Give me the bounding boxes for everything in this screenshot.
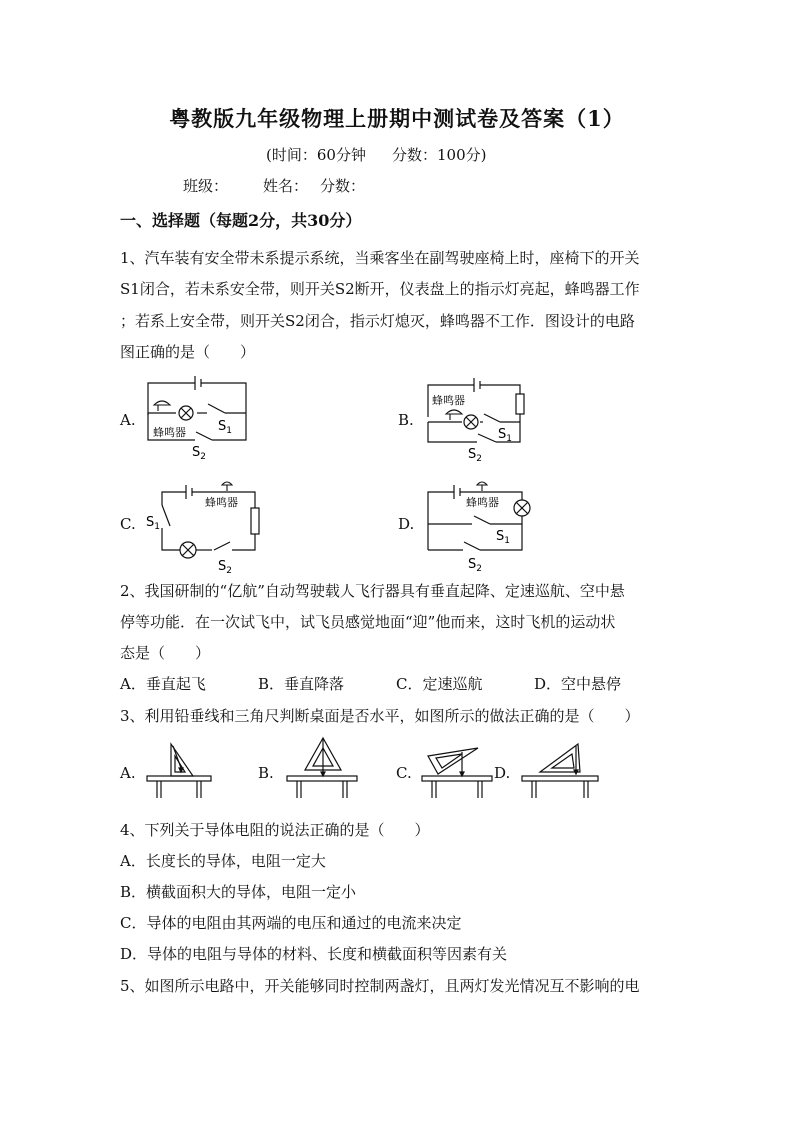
q2-line: 2、我国研制的“亿航”自动驾驶载人飞行器具有垂直起降、定速巡航、空中悬 bbox=[120, 582, 625, 600]
buzzer-label: 蜂鸣器 bbox=[153, 426, 186, 439]
s1-label: $S_1$ bbox=[498, 427, 512, 444]
s1-label: $S_1$ bbox=[218, 419, 232, 436]
name-label: 姓名： bbox=[263, 177, 309, 195]
circuit-diagram-b bbox=[420, 372, 540, 467]
page-title: 粤教版九年级物理上册期中测试卷及答案（1） bbox=[169, 106, 625, 131]
q2-option-d: D．空中悬停 bbox=[534, 675, 622, 693]
exam-total-score: 分数：100分) bbox=[392, 146, 487, 164]
q1-option-b-label: B. bbox=[398, 411, 414, 429]
s1-label: $S_1$ bbox=[146, 515, 160, 532]
score-label: 分数： bbox=[320, 177, 366, 195]
lamp-icon bbox=[180, 542, 196, 558]
q1-option-c-label: C. bbox=[120, 515, 136, 533]
buzzer-label: 蜂鸣器 bbox=[205, 496, 238, 509]
q1-line: ；若系上安全带，则开关S2闭合，指示灯熄灭，蜂鸣器不工作．图设计的电路 bbox=[120, 312, 635, 330]
q1-line: 1、汽车装有安全带未系提示系统，当乘客坐在副驾驶座椅上时，座椅下的开关 bbox=[120, 249, 640, 267]
circuit-diagram-a bbox=[140, 370, 260, 465]
circuit-diagram-d bbox=[420, 478, 540, 576]
s2-label: $S_2$ bbox=[192, 445, 206, 462]
s1-label: $S_1$ bbox=[496, 529, 510, 546]
q2-option-c: C．定速巡航 bbox=[396, 675, 483, 693]
q1-line: S1闭合，若未系安全带，则开关S2断开，仪表盘上的指示灯亮起，蜂鸣器工作 bbox=[120, 280, 640, 298]
q1-option-d-label: D. bbox=[398, 515, 415, 533]
q2-option-b: B．垂直降落 bbox=[258, 675, 345, 693]
s2-label: $S_2$ bbox=[468, 447, 482, 464]
level-diagram-b bbox=[285, 736, 360, 802]
circuit-diagram-c bbox=[140, 478, 270, 576]
s2-label: $S_2$ bbox=[468, 557, 482, 574]
buzzer-label: 蜂鸣器 bbox=[466, 496, 499, 509]
buzzer-icon bbox=[222, 482, 232, 491]
q3-option-b-label: B. bbox=[258, 764, 274, 782]
q5-line: 5、如图所示电路中，开关能够同时控制两盏灯，且两灯发光情况互不影响的电 bbox=[120, 977, 640, 995]
exam-time: (时间：60分钟 bbox=[266, 146, 366, 164]
q2-line: 态是（ ） bbox=[120, 644, 211, 662]
q2-option-a: A．垂直起飞 bbox=[120, 675, 206, 693]
buzzer-icon bbox=[446, 410, 462, 420]
q4-option-a: A．长度长的导体，电阻一定大 bbox=[120, 852, 326, 870]
level-diagram-c bbox=[420, 740, 495, 802]
q3-option-c-label: C. bbox=[396, 764, 412, 782]
lamp-icon bbox=[464, 415, 478, 429]
q4-option-c: C．导体的电阻由其两端的电压和通过的电流来决定 bbox=[120, 914, 462, 932]
q1-line: 图正确的是（ ） bbox=[120, 343, 256, 361]
q3-option-d-label: D. bbox=[494, 764, 511, 782]
q3-line: 3、利用铅垂线和三角尺判断桌面是否水平，如图所示的做法正确的是（ ） bbox=[120, 707, 640, 725]
buzzer-icon bbox=[154, 401, 170, 411]
lamp-icon bbox=[514, 500, 530, 516]
section-heading: 一、选择题（每题2分，共30分） bbox=[120, 211, 362, 230]
q4-option-d: D．导体的电阻与导体的材料、长度和横截面积等因素有关 bbox=[120, 945, 508, 963]
q4-line: 4、下列关于导体电阻的说法正确的是（ ） bbox=[120, 821, 430, 839]
class-label: 班级： bbox=[183, 177, 229, 195]
level-diagram-d bbox=[520, 738, 605, 802]
buzzer-label: 蜂鸣器 bbox=[432, 394, 465, 407]
buzzer-icon bbox=[477, 482, 487, 491]
lamp-icon bbox=[179, 406, 193, 420]
q3-option-a-label: A. bbox=[120, 764, 136, 782]
level-diagram-a bbox=[145, 740, 215, 802]
q4-option-b: B．横截面积大的导体，电阻一定小 bbox=[120, 883, 357, 901]
s2-label: $S_2$ bbox=[218, 559, 232, 576]
q2-line: 停等功能．在一次试飞中，试飞员感觉地面“迎”他而来，这时飞机的运动状 bbox=[120, 613, 616, 631]
q1-option-a-label: A. bbox=[120, 411, 136, 429]
